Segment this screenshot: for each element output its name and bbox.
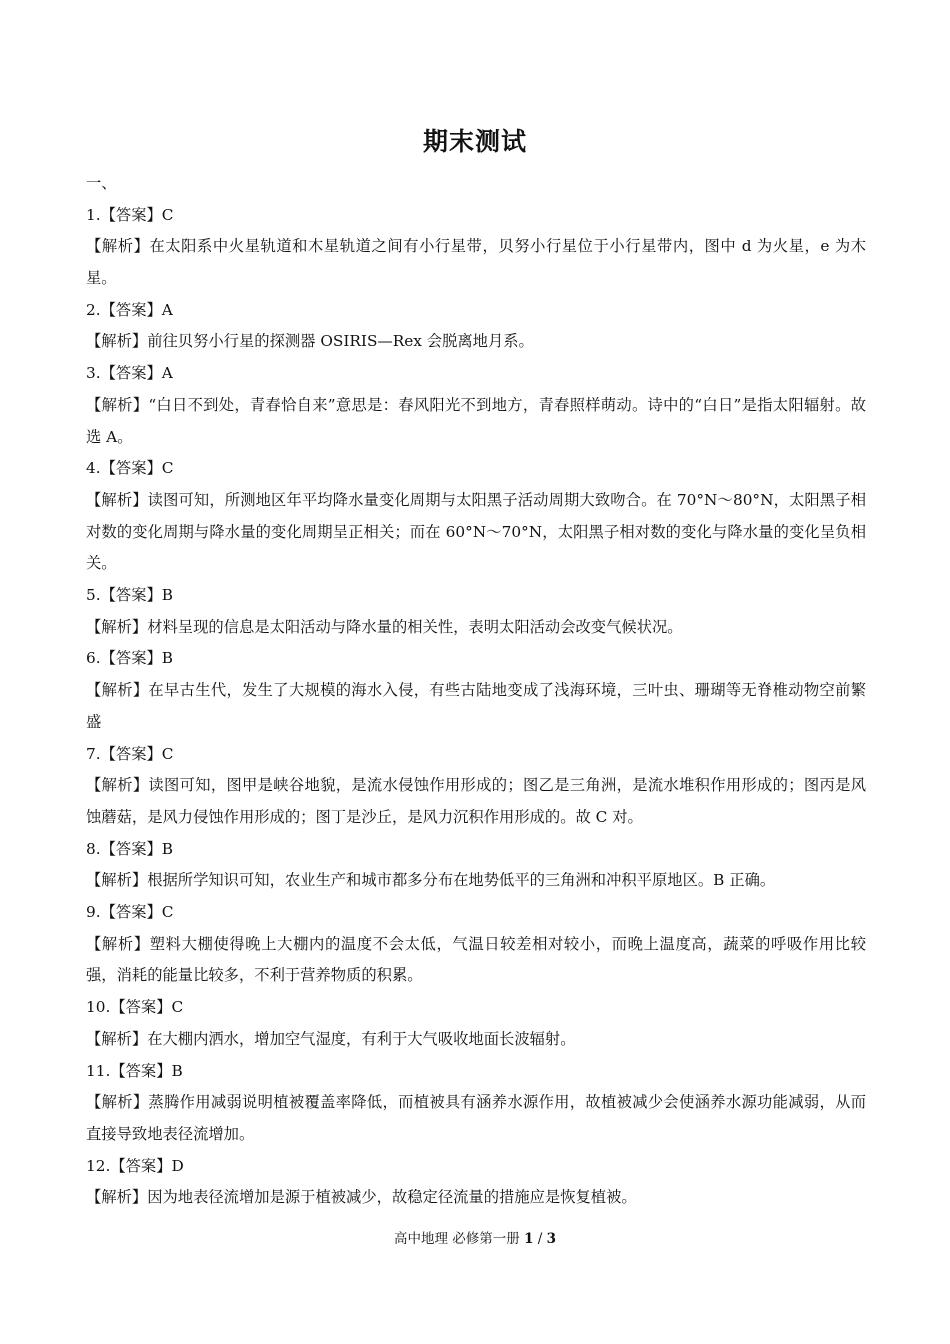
page-separator: / <box>537 1231 543 1247</box>
page-footer <box>0 1229 950 1249</box>
analysis-text: 【解析】材料呈现的信息是太阳活动与降水量的相关性，表明太阳活动会改变气候状况。 <box>86 617 683 636</box>
answer-list <box>86 168 866 1214</box>
answer-line: 12.【答案】D <box>86 1156 184 1175</box>
analysis-text: 【解析】前往贝努小行星的探测器 OSIRIS—Rex 会脱离地月系。 <box>86 332 534 351</box>
section-heading: 一、 <box>86 174 117 192</box>
analysis-text: 【解析】在太阳系中火星轨道和木星轨道之间有小行星带，贝努小行星位于小行星带内，图中 d 为火星，e 为木星。 <box>86 237 866 288</box>
page-title: 期末测试 <box>422 127 527 156</box>
answer-line: 11.【答案】B <box>86 1061 183 1080</box>
answer-line: 7.【答案】C <box>86 744 174 763</box>
answer-line: 4.【答案】C <box>86 459 174 478</box>
answer-line: 5.【答案】B <box>86 586 174 605</box>
footer-subject: 高中地理 必修第一册 <box>393 1231 520 1247</box>
analysis-text: 【解析】读图可知，图甲是峡谷地貌，是流水侵蚀作用形成的；图乙是三角洲，是流水堆积作用形成的；图丙是风蚀蘑菇，是风力侵蚀作用形成的；图丁是沙丘，是风力沉积作用形成的。故 C 对。 <box>86 776 866 826</box>
page-number: 1 <box>524 1231 534 1247</box>
analysis-text: 【解析】读图可知，所测地区年平均降水量变化周期与太阳黑子活动周期大致吻合。在 70°N～80°N，太阳黑子相对数的变化周期与降水量的变化周期呈正相关；而在 60°N～70°N，太阳黑子相对数的变化与降水量的变化呈负相关。 <box>86 490 866 573</box>
answer-line: 6.【答案】B <box>86 649 174 668</box>
analysis-text: 【解析】在早古生代，发生了大规模的海水入侵，有些古陆地变成了浅海环境，三叶虫、珊瑚等无脊椎动物空前繁盛 <box>86 681 866 731</box>
analysis-text: 【解析】因为地表径流增加是源于植被减少，故稳定径流量的措施应是恢复植被。 <box>86 1188 637 1207</box>
answer-line: 9.【答案】C <box>86 903 174 922</box>
answer-line: 8.【答案】B <box>86 839 174 858</box>
answer-line: 3.【答案】A <box>86 364 173 383</box>
analysis-text: 【解析】“白日不到处，青春恰自来”意思是：春风阳光不到地方，青春照样萌动。诗中的“白日”是指太阳辐射。故选 A。 <box>86 395 866 446</box>
page-total: 3 <box>546 1231 557 1247</box>
answer-line: 10.【答案】C <box>86 998 184 1017</box>
analysis-text: 【解析】蒸腾作用减弱说明植被覆盖率降低，而植被具有涵养水源作用，故植被减少会使涵养水源功能减弱，从而直接导致地表径流增加。 <box>86 1093 866 1143</box>
analysis-text: 【解析】塑料大棚使得晚上大棚内的温度不会太低，气温日较差相对较小，而晚上温度高，蔬菜的呼吸作用比较强，消耗的能量比较多，不利于营养物质的积累。 <box>86 934 866 985</box>
analysis-text: 【解析】在大棚内洒水，增加空气湿度，有利于大气吸收地面长波辐射。 <box>86 1029 576 1048</box>
answer-line: 1.【答案】C <box>86 205 174 224</box>
answer-line: 2.【答案】A <box>86 300 173 319</box>
analysis-text: 【解析】根据所学知识可知，农业生产和城市都多分布在地势低平的三角洲和冲积平原地区。B 正确。 <box>86 871 776 890</box>
